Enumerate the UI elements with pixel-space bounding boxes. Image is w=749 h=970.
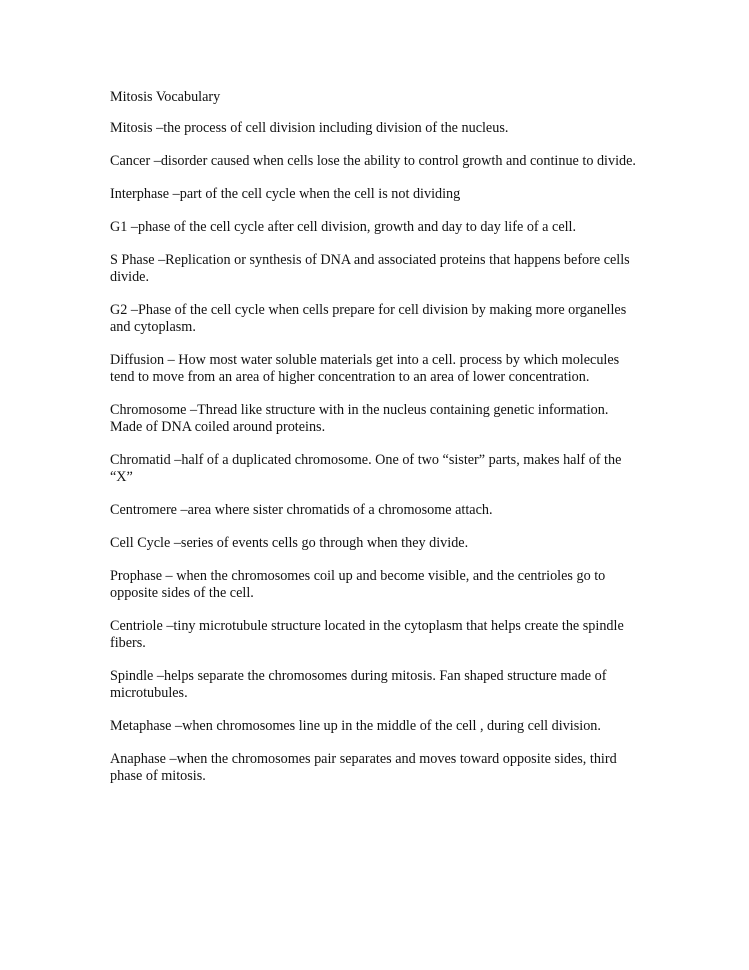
vocab-entry-anaphase: Anaphase –when the chromosomes pair separates and moves toward opposite sides, third phase of mitosis. xyxy=(110,751,617,784)
vocab-entry-g1: G1 –phase of the cell cycle after cell division, growth and day to day life of a cell. xyxy=(110,219,577,235)
vocab-entry-cancer: Cancer –disorder caused when cells lose the ability to control growth and continue to divide. xyxy=(110,153,636,169)
vocab-entry-centriole: Centriole –tiny microtubule structure located in the cytoplasm that helps create the spindle fibers. xyxy=(110,618,624,651)
vocab-entry-mitosis: Mitosis –the process of cell division including division of the nucleus. xyxy=(110,120,509,136)
vocab-entry-chromatid: Chromatid –half of a duplicated chromosome. One of two “sister” parts, makes half of the “X” xyxy=(110,452,622,485)
document-title: Mitosis Vocabulary xyxy=(110,89,221,105)
vocab-entry-centromere: Centromere –area where sister chromatids of a chromosome attach. xyxy=(110,502,493,518)
vocab-entry-diffusion: Diffusion – How most water soluble materials get into a cell. process by which molecules tend to move from an area of higher concentration to an area of lower concentration. xyxy=(110,352,620,385)
vocab-entry-spindle: Spindle –helps separate the chromosomes during mitosis. Fan shaped structure made of microtubules. xyxy=(110,668,607,701)
document-page xyxy=(110,88,638,801)
vocab-entry-prophase: Prophase – when the chromosomes coil up and become visible, and the centrioles go to opposite sides of the cell. xyxy=(110,568,606,601)
vocab-entry-chromosome: Chromosome –Thread like structure with in the nucleus containing genetic information. Made of DNA coiled around proteins. xyxy=(110,402,609,435)
vocab-entry-s-phase: S Phase –Replication or synthesis of DNA and associated proteins that happens before cells divide. xyxy=(110,252,630,285)
vocab-entry-interphase: Interphase –part of the cell cycle when the cell is not dividing xyxy=(110,186,461,202)
vocab-entry-g2: G2 –Phase of the cell cycle when cells prepare for cell division by making more organelles and cytoplasm. xyxy=(110,302,627,335)
vocab-entry-cell-cycle: Cell Cycle –series of events cells go through when they divide. xyxy=(110,535,469,551)
vocab-entry-metaphase: Metaphase –when chromosomes line up in the middle of the cell , during cell division. xyxy=(110,718,601,734)
